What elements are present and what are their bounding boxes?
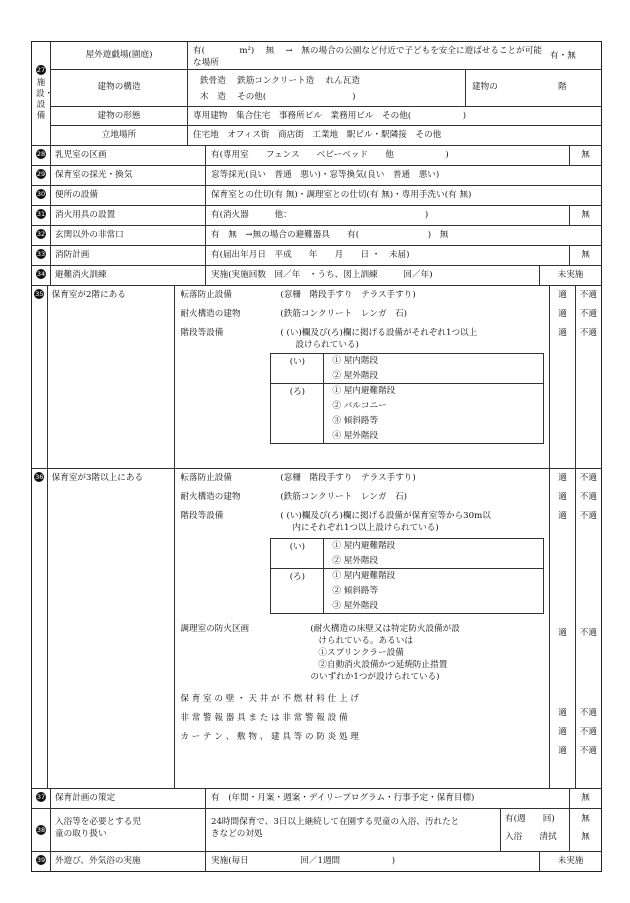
option-item: ② 屋外階段 (332, 371, 379, 381)
row-label: 玄関以外の非常口 (51, 226, 206, 245)
item-name: 階段等設備 (180, 511, 224, 521)
section-label: 保育室が2階にある (48, 286, 176, 468)
kitchen-text: (耐火構造の床壁又は特定防火設備が設 (310, 624, 460, 634)
row-text: 専用建物 集合住宅 事務所ビル 業務用ビル その他( ) (193, 111, 467, 121)
row-text: 24時間保育で、3日以上継続して在園する児童の入浴、汚れたと (211, 817, 460, 827)
option-item: ③ 傾斜路等 (332, 416, 379, 426)
ng-mark: 不適 (579, 290, 597, 300)
bath-methods: 入浴 清拭 (505, 832, 557, 842)
option-item: ④ 屋外階段 (332, 431, 379, 441)
item-number-badge: 34 (36, 270, 46, 278)
building-structure-row (51, 70, 601, 107)
third-floor-section (32, 469, 601, 789)
row-label: 乳児室の区画 (51, 146, 206, 165)
row-label: 入浴等を必要とする児 (55, 817, 141, 827)
item-name: 転落防止設備 (180, 473, 232, 483)
item-number-badge: 38 (36, 826, 46, 834)
row-text-line1: 鉄骨造 鉄筋コンクリート造 れん瓦造 (200, 76, 360, 86)
item-number-badge: 33 (36, 250, 46, 258)
ng-mark: 不適 (579, 511, 597, 521)
extra-item: カ ー テ ン 、 敷 物 、 建 具 等 の 防 炎 処 理 (180, 732, 359, 742)
row-label: 便所の設備 (51, 186, 206, 205)
item-number-badge: 39 (36, 856, 46, 864)
extra-item: 非 常 警 報 器 具 ま た は 非 常 警 報 設 備 (180, 713, 348, 723)
ok-mark: 適 (558, 309, 567, 319)
row-end: 無 (569, 789, 601, 808)
ok-mark: 適 (558, 328, 567, 338)
ok-mark: 適 (558, 473, 567, 483)
section-label: 保育室が3階以上にある (48, 469, 176, 788)
row-label: 立地場所 (51, 126, 188, 145)
item-desc: ( (い)欄及び(ろ)欄に掲げる設備が保育室等から30m以 (280, 511, 491, 521)
inspection-form (31, 41, 602, 872)
kitchen-text: ①スプリンクラー設備 (318, 648, 404, 658)
item-number-badge: 28 (36, 150, 46, 158)
ng-mark: 不適 (579, 746, 597, 756)
ok-mark: 適 (558, 746, 567, 756)
item-name: 転落防止設備 (180, 290, 232, 300)
row-label: 避難消火訓練 (51, 266, 206, 285)
item-desc: (鉄筋コンクリート レンガ 石) (280, 492, 408, 502)
second-floor-section (32, 286, 601, 469)
stair-options-table (270, 353, 544, 444)
toilet-row (32, 186, 601, 206)
group-ro-label: (ろ) (271, 569, 324, 613)
item-desc-cont: 設けられている) (295, 340, 359, 350)
kitchen-text: ②自動消火設備かつ延焼防止措置 (318, 660, 448, 670)
kitchen-text: のいずれか1つが設けられている) (310, 672, 440, 682)
item-number-badge: 32 (36, 230, 46, 238)
bath-frequency: 有(週 回) (505, 814, 555, 824)
item-number-badge: 30 (36, 190, 46, 198)
drill-row (32, 266, 601, 286)
row-text: 有(消火器 他： ) (211, 210, 429, 220)
ng-mark: 不適 (579, 328, 597, 338)
row-text-cont: きなどの対処 (211, 829, 263, 839)
item-name: 耐火構造の建物 (180, 492, 241, 502)
item-number-badge: 29 (36, 170, 46, 178)
row-label: 外遊び、外気浴の実施 (51, 852, 206, 871)
option-item: ② 屋外階段 (332, 556, 379, 566)
option-item: ① 屋内階段 (332, 356, 379, 366)
row-text: 実施(毎日 回／1週間 ) (211, 856, 396, 866)
row-text: 有 (年間・月案・週案・デイリープログラム・行事予定・保育目標) (211, 793, 475, 803)
row-end: 無 (569, 206, 601, 225)
option-item: ① 屋内避難階段 (332, 541, 396, 551)
kitchen-fire-compartment (180, 623, 544, 683)
ng-mark: 不適 (579, 309, 597, 319)
ng-mark: 不適 (579, 628, 597, 638)
lighting-row (32, 166, 601, 186)
extra-item: 保 育 室 の 壁 ・ 天 井 が 不 燃 材 料 仕 上 げ (180, 694, 359, 704)
building-form-row (51, 107, 601, 126)
fire-plan-row (32, 246, 601, 266)
item-number-badge: 31 (36, 210, 46, 218)
row-label: 消火用具の設置 (51, 206, 206, 225)
emergency-exit-row (32, 226, 601, 246)
row-text: 有 無 →無の場合の避難器具 有( ) 無 (211, 230, 449, 240)
extinguisher-row (32, 206, 601, 226)
item-desc: ( (い)欄及び(ろ)欄に掲げる設備がそれぞれ1つ以上 (280, 328, 478, 338)
ok-mark: 適 (558, 628, 567, 638)
group-i-label: (い) (271, 354, 324, 383)
item-desc: (窓柵 階段手すり テラス手すり) (280, 290, 416, 300)
item-number-badge: 37 (36, 793, 46, 801)
item-number-badge: 27 (36, 66, 46, 74)
outdoor-play-row (32, 852, 601, 871)
row-label: 消防計画 (51, 246, 206, 265)
row-end: 無 (569, 146, 601, 165)
infant-room-row (32, 146, 601, 166)
location-row (51, 126, 601, 145)
ng-mark: 不適 (579, 727, 597, 737)
ok-mark: 適 (558, 727, 567, 737)
option-item: ② 傾斜路等 (332, 586, 379, 596)
row-end: 未実施 (539, 266, 601, 285)
row-end: 無 (581, 814, 590, 824)
floor-count: 建物の 階 (472, 82, 567, 92)
row-text: 有( m²) 無 → 無の場合の公園など付近で子どもを安全に遊ばせることが可能な場所 (193, 46, 542, 68)
row-text: 有(専用室 フェンス ベビーベッド 他 ) (211, 150, 449, 160)
group-i-label: (い) (271, 539, 324, 568)
item-number-badge: 35 (35, 290, 44, 298)
row-label: 建物の構造 (51, 70, 188, 106)
row-label: 屋外遊戯場(園庭) (51, 42, 188, 69)
group-ro-label: (ろ) (271, 384, 324, 443)
care-plan-row (32, 789, 601, 809)
ng-mark: 不適 (579, 473, 597, 483)
outdoor-playground-row (51, 42, 601, 70)
item-desc-cont: 内にそれぞれ1つ以上設けられている) (292, 523, 439, 533)
item-number-badge: 36 (35, 473, 44, 481)
item-name: 階段等設備 (180, 328, 224, 338)
facility-label: 施設・設備 (36, 78, 54, 121)
item-name: 耐火構造の建物 (180, 309, 241, 319)
row-text: 実施(実施回数 回／年 ・うち、図上訓練 回／年) (211, 270, 433, 280)
item-name: 調理室の防火区画 (180, 624, 250, 634)
row-text: 保育室との仕切(有 無)・調理室との仕切(有 無)・専用手洗い(有 無) (211, 190, 472, 200)
row-label: 建物の形態 (51, 107, 188, 125)
ok-mark: 適 (558, 511, 567, 521)
bathing-row (32, 809, 601, 852)
row-text-line2: 木 造 その他( ) (200, 92, 356, 102)
row-end: 無 (569, 246, 601, 265)
option-item: ① 屋内避難階段 (332, 386, 396, 396)
row-end: 無 (581, 832, 590, 842)
item-desc: (鉄筋コンクリート レンガ 石) (280, 309, 408, 319)
stair-options-table (270, 538, 544, 614)
facility-section (32, 42, 601, 146)
facility-number-cell (32, 42, 54, 145)
row-label: 保育計画の策定 (51, 789, 206, 808)
ok-mark: 適 (558, 492, 567, 502)
option-item: ② バルコニー (332, 401, 387, 411)
row-end: 未実施 (539, 852, 601, 871)
option-item: ③ 屋外階段 (332, 601, 379, 611)
row-label-cont: 童の取り扱い (55, 829, 107, 839)
row-right-option: 有・無 (550, 51, 576, 61)
row-text: 窓等採光(良い 普通 悪い)・窓等換気(良い 普通 悪い) (211, 170, 440, 180)
option-item: ① 屋内避難階段 (332, 571, 396, 581)
ng-mark: 不適 (579, 708, 597, 718)
item-desc: (窓柵 階段手すり テラス手すり) (280, 473, 416, 483)
row-text: 住宅地 オフィス街 商店街 工業地 駅ビル・駅隣接 その他 (193, 130, 442, 140)
row-text: 有(届出年月日 平成 年 月 日 ・ 未届) (211, 250, 410, 260)
ok-mark: 適 (558, 290, 567, 300)
ok-mark: 適 (558, 708, 567, 718)
kitchen-text: けられている。あるいは (318, 636, 413, 646)
ng-mark: 不適 (579, 492, 597, 502)
row-label: 保育室の採光・換気 (51, 166, 206, 185)
